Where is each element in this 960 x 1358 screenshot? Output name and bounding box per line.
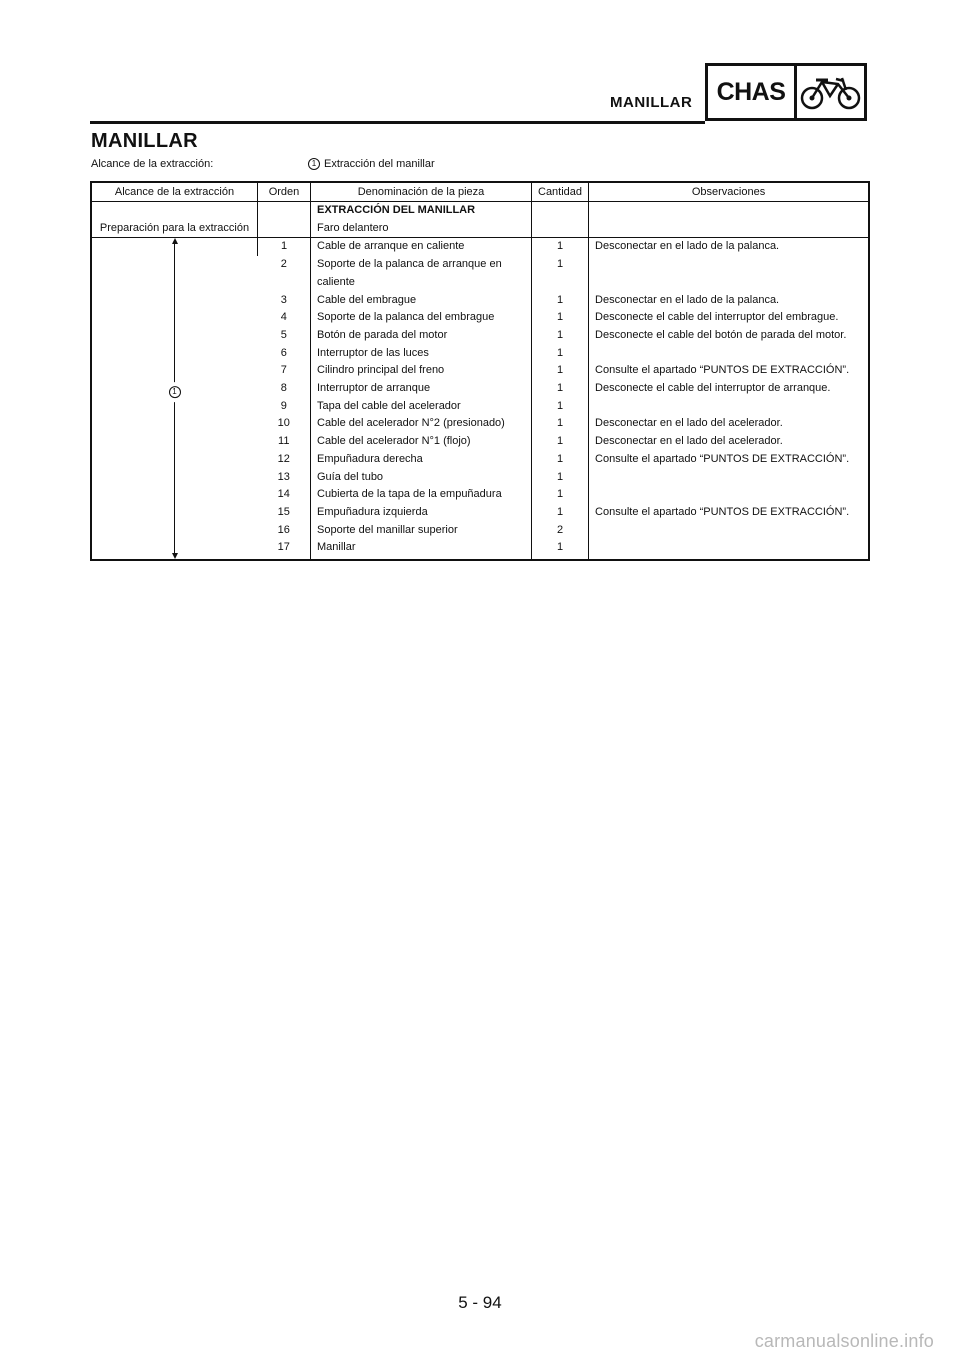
item-observation: Consulte el apartado “PUNTOS DE EXTRACCIÓN”.: [589, 362, 869, 380]
prep-scope: Preparación para la extracción: [91, 220, 258, 238]
item-observation: [589, 522, 869, 540]
item-qty: 2: [532, 522, 589, 540]
scope-marker: 1: [308, 158, 320, 170]
item-qty: 1: [532, 362, 589, 380]
item-order: 11: [278, 435, 290, 448]
item-observation: [589, 345, 869, 363]
item-observation: Desconecte el cable del botón de parada del motor.: [589, 327, 869, 345]
item-name: Tapa del cable del acelerador: [311, 398, 532, 416]
item-qty: 1: [532, 451, 589, 469]
item-order: 14: [277, 488, 290, 501]
item-order: 13: [277, 470, 290, 483]
item-order: 15: [277, 505, 290, 518]
removal-table: [90, 181, 870, 561]
table-header-row: [91, 182, 869, 202]
item-name: Cable de arranque en caliente: [311, 238, 532, 256]
item-order: 1: [258, 238, 311, 256]
scope-label: Alcance de la extracción:: [91, 158, 214, 170]
col-header-qty: Cantidad: [532, 182, 589, 202]
item-qty: 1: [532, 327, 589, 345]
col-header-order: Orden: [258, 182, 311, 202]
item-qty: 1: [532, 345, 589, 363]
item-qty: 1: [532, 380, 589, 398]
scope-value: [308, 158, 435, 170]
item-name: Empuñadura izquierda: [311, 504, 532, 522]
item-name: Cable del acelerador N°1 (flojo): [311, 433, 532, 451]
item-qty: 1: [532, 238, 589, 256]
item-name: Cilindro principal del freno: [311, 362, 532, 380]
item-order: 10: [277, 417, 290, 430]
table-row: [91, 238, 869, 256]
motorcycle-icon: [797, 66, 864, 118]
arrow-up-icon: [172, 238, 178, 244]
item-name: Cable del embrague: [311, 292, 532, 310]
arrow-down-icon: [172, 553, 178, 559]
item-name: Cubierta de la tapa de la empuñadura: [311, 486, 532, 504]
item-observation: Desconectar en el lado del acelerador.: [589, 415, 869, 433]
item-observation: [589, 256, 869, 291]
item-observation: [589, 469, 869, 487]
item-observation: Desconectar en el lado de la palanca.: [589, 292, 869, 310]
item-order: 4: [280, 311, 287, 324]
badge-text: CHAS: [708, 66, 797, 118]
item-qty: 1: [532, 433, 589, 451]
item-order: 17: [277, 541, 290, 554]
item-qty: 1: [532, 539, 589, 560]
item-qty: 1: [532, 469, 589, 487]
section-title: EXTRACCIÓN DEL MANILLAR: [311, 202, 532, 220]
col-header-scope: Alcance de la extracción: [91, 182, 258, 202]
item-order: 7: [280, 364, 287, 377]
item-name: Empuñadura derecha: [311, 451, 532, 469]
item-order: 12: [277, 452, 290, 465]
item-observation: Desconectar en el lado de la palanca.: [589, 238, 869, 256]
item-name: Soporte de la palanca de arranque en caliente: [311, 256, 532, 291]
item-qty: 1: [532, 415, 589, 433]
item-order: 16: [277, 523, 290, 536]
item-qty: 1: [532, 256, 589, 291]
col-header-name: Denominación de la pieza: [311, 182, 532, 202]
item-observation: [589, 539, 869, 560]
table-row: [91, 202, 869, 220]
item-qty: 1: [532, 504, 589, 522]
item-name: Soporte del manillar superior: [311, 522, 532, 540]
item-name: Manillar: [311, 539, 532, 560]
table-row: [91, 220, 869, 238]
item-name: Soporte de la palanca del embrague: [311, 309, 532, 327]
col-header-obs: Observaciones: [589, 182, 869, 202]
item-observation: Desconecte el cable del interruptor de arranque.: [589, 380, 869, 398]
prep-name: Faro delantero: [311, 220, 532, 238]
item-order: 2: [280, 258, 287, 271]
item-order: 8: [280, 382, 287, 395]
item-name: Botón de parada del motor: [311, 327, 532, 345]
item-name: Cable del acelerador N°2 (presionado): [311, 415, 532, 433]
item-order: 3: [280, 293, 287, 306]
item-qty: 1: [532, 309, 589, 327]
item-observation: Consulte el apartado “PUNTOS DE EXTRACCIÓN”.: [589, 504, 869, 522]
item-observation: Desconectar en el lado del acelerador.: [589, 433, 869, 451]
item-observation: [589, 398, 869, 416]
item-qty: 1: [532, 398, 589, 416]
item-observation: Consulte el apartado “PUNTOS DE EXTRACCIÓN”.: [589, 451, 869, 469]
section-badge: [705, 63, 867, 121]
item-name: Guía del tubo: [311, 469, 532, 487]
scope-value-text: Extracción del manillar: [324, 158, 435, 170]
range-marker: 1: [169, 386, 181, 398]
item-qty: 1: [532, 292, 589, 310]
item-order: 6: [280, 346, 287, 359]
item-observation: [589, 486, 869, 504]
page-title: MANILLAR: [91, 130, 198, 152]
item-order: 5: [280, 328, 287, 341]
item-name: Interruptor de las luces: [311, 345, 532, 363]
item-name: Interruptor de arranque: [311, 380, 532, 398]
item-order: 9: [280, 399, 287, 412]
watermark: carmanualsonline.info: [754, 1331, 934, 1351]
header-rule: [90, 121, 705, 124]
item-observation: Desconecte el cable del interruptor del embrague.: [589, 309, 869, 327]
page-number: 5 - 94: [458, 1293, 502, 1312]
range-indicator: [91, 238, 258, 560]
running-title: MANILLAR: [610, 94, 693, 111]
range-arrow: [92, 238, 257, 559]
item-qty: 1: [532, 486, 589, 504]
